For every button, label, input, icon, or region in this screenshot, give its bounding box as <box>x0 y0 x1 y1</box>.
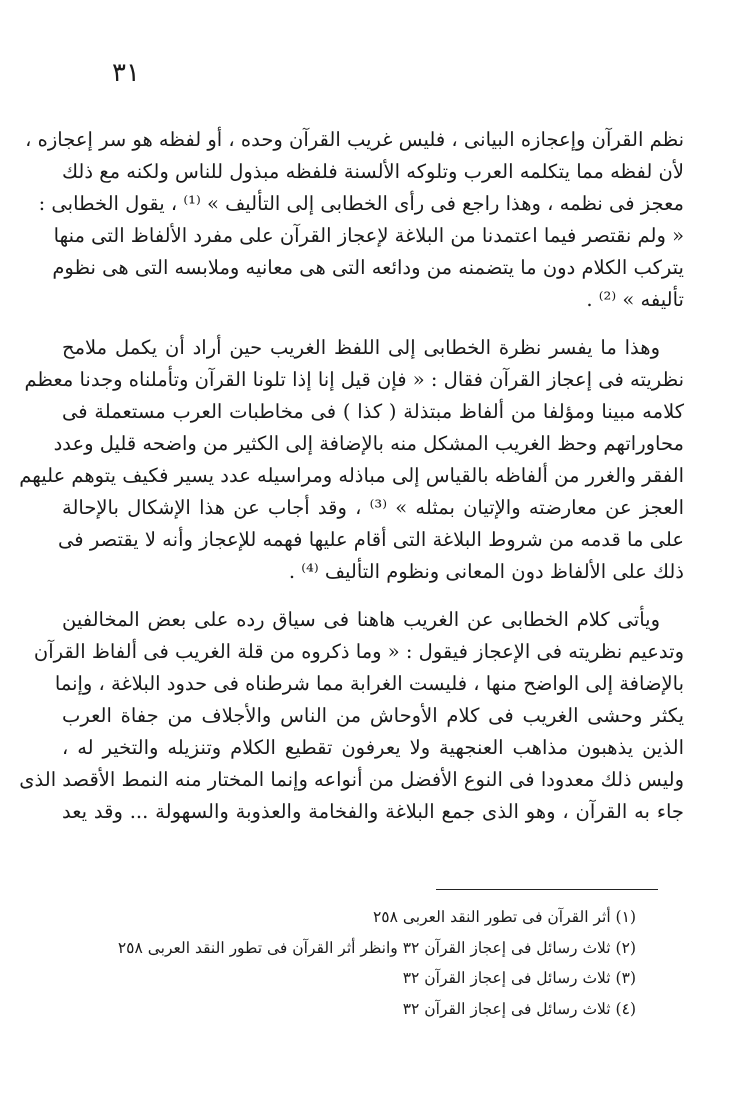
footnote: (٤) ثلاث رسائل فى إعجاز القرآن ٣٢ <box>402 999 636 1018</box>
footnote: (٣) ثلاث رسائل فى إعجاز القرآن ٣٢ <box>402 969 636 987</box>
text-line: يكثر وحشى الغريب فى كلام الأوحاش من الناس والأجلاف من جفاة العرب <box>62 704 684 727</box>
paragraph-2 <box>19 332 684 588</box>
footnote: (١) أثر القرآن فى تطور النقد العربى ٢٥٨ <box>372 908 636 926</box>
text-line: على ما قدمه من شروط البلاغة التى أقام عليها فهمه للإعجاز وأنه لا يقتصر فى <box>58 528 684 551</box>
footnotes <box>76 902 636 1024</box>
text-line: وهذا ما يفسر نظرة الخطابى إلى اللفظ الغريب حين أراد أن يكمل ملامح <box>62 336 660 359</box>
text-line: بالإضافة إلى الواضح منها ، فليست الغرابة مما شرطناه فى حدود البلاغة ، وإنما <box>54 672 684 695</box>
footnote: (٢) ثلاث رسائل فى إعجاز القرآن ٣٢ وانظر أثر القرآن فى تطور النقد العربى ٢٥٨ <box>117 938 636 957</box>
text-line: وتدعيم نظريته فى الإعجاز فيقول : « وما ذكروه من قلة الغريب فى ألفاظ القرآن <box>33 640 684 663</box>
text-line: نظريته فى إعجاز القرآن فقال : « فإن قيل إنا إذا تلونا القرآن وتأملناه وجدنا معظم <box>24 368 684 391</box>
text-line: العجز عن معارضته والإتيان بمثله » ⁽³⁾ ، وقد أجاب عن هذا الإشكال بالإحالة <box>62 496 684 519</box>
text-line: جاء به القرآن ، وهو الذى جمع البلاغة والفخامة والعذوبة والسهولة ... وقد يعد <box>62 800 684 823</box>
paragraph-3 <box>19 604 684 828</box>
text-line: لأن لفظه مما يتكلمه العرب وتلوكه الألسنة فلفظه مبذول للناس ولكنه مع ذلك <box>62 160 684 183</box>
text-line: تأليفه » ⁽²⁾ . <box>586 288 684 311</box>
footnote-separator <box>436 889 658 890</box>
text-line: كلامه مبينا ومؤلفا من ألفاظ مبتذلة ( كذا ) فى مخاطبات العرب مستعملة فى <box>62 400 684 423</box>
text-line: ذلك على الألفاظ دون المعانى ونظوم التأليف ⁽⁴⁾ . <box>288 560 684 583</box>
text-line: يتركب الكلام دون ما يتضمنه من ودائعه التى هى معانيه وملابسه التى هى نظوم <box>52 256 684 279</box>
text-line: وليس ذلك معدودا فى النوع الأفضل من أنواعه وإنما المختار منه النمط الأقصد الذى <box>19 768 684 791</box>
text-line: الذين يذهبون مذاهب العنجهية ولا يعرفون تقطيع الكلام وتنزيله والتخير له ، <box>62 736 684 759</box>
text-line: معجز فى نظمه ، وهذا راجع فى رأى الخطابى إلى التأليف » ⁽¹⁾ ، يقول الخطابى : <box>38 192 684 215</box>
text-line: نظم القرآن وإعجازه البيانى ، فليس غريب القرآن وحده ، أو لفظه هو سر إعجازه ، <box>25 128 684 151</box>
body-text <box>19 124 684 844</box>
text-line: « ولم نقتصر فيما اعتمدنا من البلاغة لإعجاز القرآن على مفرد الألفاظ التى منها <box>53 224 684 247</box>
paragraph-1 <box>25 124 684 316</box>
text-line: ويأتى كلام الخطابى عن الغريب هاهنا فى سياق رده على بعض المخالفين <box>62 608 660 631</box>
page-number: ٣١ <box>112 58 140 88</box>
text-line: محاوراتهم وحظ الغريب المشكل منه بالإضافة إلى الكثير من واضحه قليل وعدد <box>53 432 684 455</box>
text-line: الفقر والغرر من ألفاظه بالقياس إلى مباذله ومراسيله عدد يسير فكيف يتوهم عليهم <box>19 464 684 487</box>
